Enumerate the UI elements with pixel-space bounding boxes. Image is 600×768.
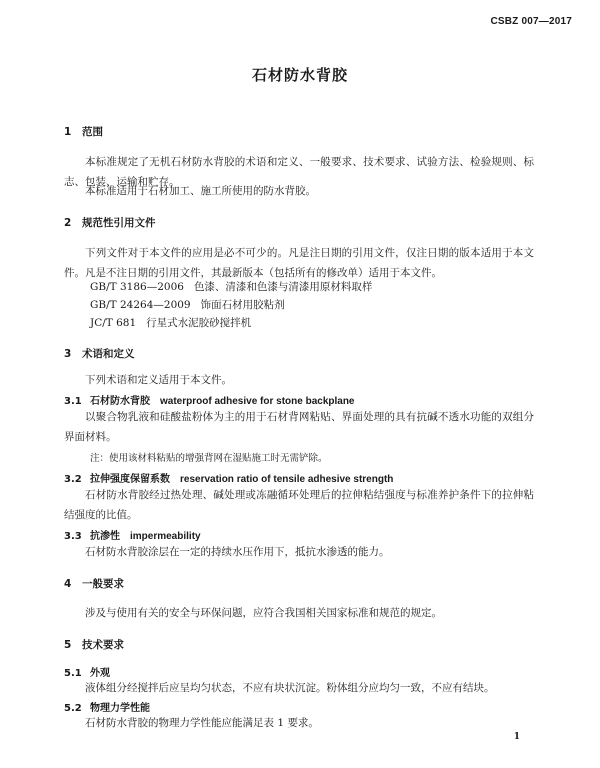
section-3-intro: 下列术语和定义适用于本文件。	[85, 374, 232, 386]
section-1-heading	[64, 124, 103, 139]
term-3-1-definition: 以聚合物乳液和硅酸盐粉体为主的用于石材背网粘贴、界面处理的具有抗碱不透水功能的双组分界面材料。	[64, 411, 534, 443]
section-2-heading	[64, 215, 156, 230]
term-3-3-heading	[64, 527, 201, 542]
document-title: 石材防水背胶	[251, 66, 348, 84]
section-title: 规范性引用文件	[82, 217, 156, 229]
reference-code: GB/T 24264—2009	[90, 299, 191, 311]
reference-code: JC/T 681	[90, 317, 137, 329]
section-3-heading	[64, 346, 135, 361]
section-number: 1	[64, 126, 72, 138]
term-3-3-definition: 石材防水背胶涂层在一定的持续水压作用下，抵抗水渗透的能力。	[85, 546, 390, 558]
section-1-paragraph-2: 本标准适用于石材加工、施工所使用的防水背胶。	[85, 185, 316, 197]
section-4-heading	[64, 576, 124, 591]
term-number: 3.2	[64, 474, 82, 485]
section-1-paragraph-1: 本标准规定了无机石材防水背胶的术语和定义、一般要求、技术要求、试验方法、检验规则、标志、包装、运输和贮存。	[64, 156, 534, 188]
term-3-1-heading	[64, 392, 355, 407]
section-title: 一般要求	[82, 578, 124, 590]
term-english: waterproof adhesive for stone backplane	[160, 396, 355, 407]
term-3-1-note: 注：使用该材料粘贴的增强背网在湿贴施工时无需铲除。	[90, 453, 328, 464]
subsection-5-2-heading	[64, 699, 150, 714]
term-name: 石材防水背胶	[90, 396, 150, 407]
subsection-title: 外观	[90, 668, 110, 679]
reference-code: GB/T 3186—2006	[90, 281, 184, 293]
term-english: reservation ratio of tensile adhesive strength	[180, 474, 394, 485]
subsection-number: 5.2	[64, 703, 82, 714]
section-title: 技术要求	[82, 639, 124, 651]
document-code: CSBZ 007—2017	[490, 16, 572, 27]
section-title: 术语和定义	[82, 348, 135, 360]
subsection-5-2-paragraph: 石材防水背胶的物理力学性能应能满足表 1 要求。	[85, 717, 319, 729]
section-number: 5	[64, 639, 72, 651]
section-number: 4	[64, 578, 72, 590]
reference-name: 饰面石材用胶粘剂	[200, 299, 285, 311]
subsection-5-1-heading	[64, 664, 110, 679]
term-name: 拉伸强度保留系数	[90, 474, 170, 485]
section-number: 2	[64, 217, 72, 229]
term-3-2-definition: 石材防水背胶经过热处理、碱处理或冻融循环处理后的拉伸粘结强度与标准养护条件下的拉伸粘结强度的比值。	[64, 489, 534, 521]
subsection-number: 5.1	[64, 668, 82, 679]
reference-item	[90, 295, 285, 315]
term-number: 3.1	[64, 396, 82, 407]
term-3-2-heading	[64, 470, 393, 485]
reference-name: 色漆、清漆和色漆与清漆用原材料取样	[193, 281, 373, 293]
section-4-paragraph: 涉及与使用有关的安全与环保问题，应符合我国相关国家标准和规范的规定。	[85, 607, 442, 619]
reference-item	[90, 277, 372, 297]
page-number: 1	[513, 732, 520, 742]
reference-item	[90, 313, 251, 333]
term-number: 3.3	[64, 531, 82, 542]
subsection-title: 物理力学性能	[90, 703, 150, 714]
term-english: impermeability	[130, 531, 201, 542]
section-2-paragraph: 下列文件对于本文件的应用是必不可少的。凡是注日期的引用文件，仅注日期的版本适用于本文件。凡是不注日期的引用文件，其最新版本（包括所有的修改单）适用于本文件。	[64, 247, 534, 279]
reference-name: 行星式水泥胶砂搅拌机	[146, 317, 252, 329]
subsection-5-1-paragraph: 液体组分经搅拌后应呈均匀状态，不应有块状沉淀。粉体组分应均匀一致，不应有结块。	[85, 682, 495, 694]
section-number: 3	[64, 348, 72, 360]
section-title: 范围	[82, 126, 103, 138]
term-name: 抗渗性	[90, 531, 120, 542]
section-5-heading	[64, 637, 124, 652]
